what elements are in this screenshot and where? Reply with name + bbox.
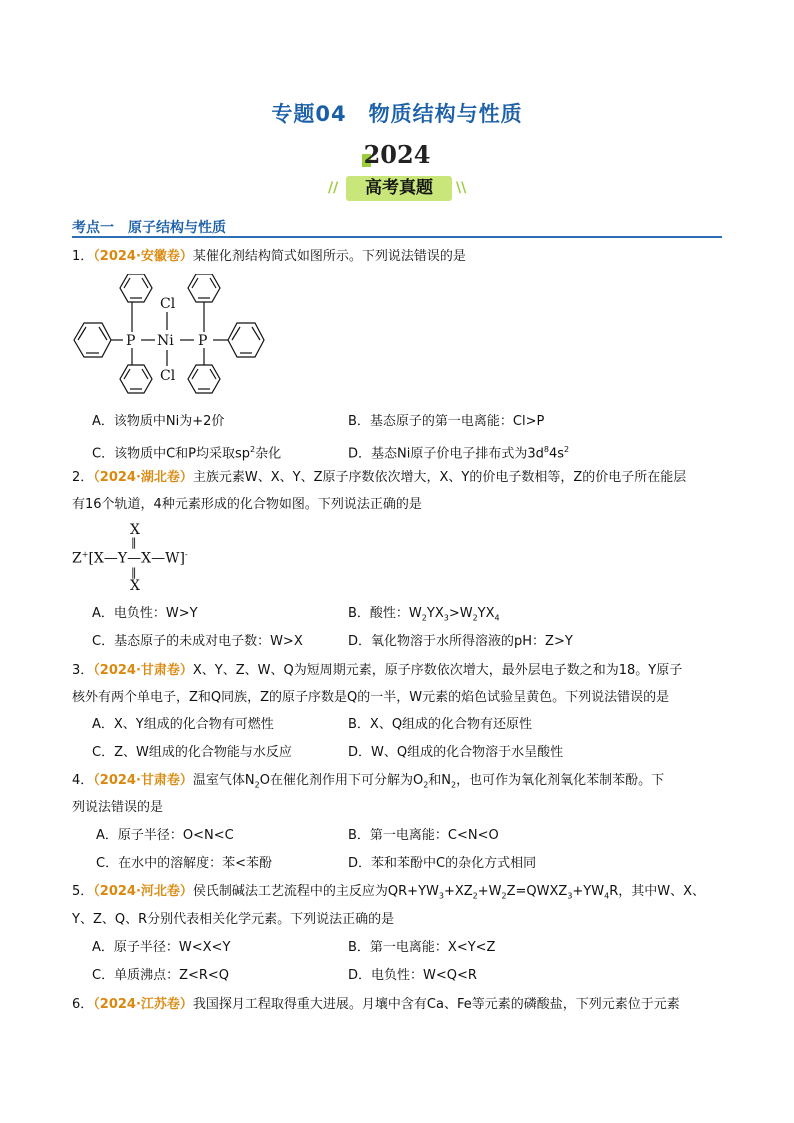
question-2-stem-line-2: 有16个轨道，4种元素形成的化合物如图。下列说法正确的是 — [72, 497, 422, 512]
question-5-option-b[interactable]: B．第一电离能：X<Y<Z — [348, 940, 496, 955]
phenyl-ring-right — [228, 323, 264, 357]
question-4-source: （2024·甘肃卷） — [93, 773, 193, 788]
title-main: 物质结构与性质 — [368, 102, 523, 126]
question-5-stem-line-2: Y、Z、Q、R分别代表相关化学元素。下列说法正确的是 — [72, 912, 395, 927]
section-underline — [72, 236, 722, 238]
question-3-option-d[interactable]: D．W、Q组成的化合物溶于水呈酸性 — [348, 745, 564, 760]
anion-structure: X ‖ Z+[X—Y—X—W]- ‖ X — [72, 522, 188, 594]
question-1-option-d[interactable]: D．基态Ni原子价电子排布式为$3d^84s^2$ — [348, 445, 570, 462]
question-5-option-d[interactable]: D．电负性：W<Q<R — [348, 968, 477, 983]
atom-p-left: P — [126, 333, 136, 349]
question-6-stem: 6．（2024·江苏卷）我国探月工程取得重大进展。月壤中含有Ca、Fe等元素的磷酸盐，下列元素位于元素 — [72, 997, 680, 1012]
question-2-stem-line-1: 2．（2024·湖北卷）主族元素W、X、Y、Z原子序数依次增大，X、Y的价电子数相等，Z的价电子所在能层 — [72, 470, 687, 485]
question-5-source: （2024·河北卷） — [93, 884, 193, 899]
question-3-source: （2024·甘肃卷） — [93, 663, 193, 678]
banner-left-decoration: // — [328, 180, 339, 196]
year-label: 2024 — [363, 140, 431, 169]
question-3-stem-line-1: 3．（2024·甘肃卷）X、Y、Z、W、Q为短周期元素，原子序数依次增大，最外层电子数之和为18。Y原子 — [72, 663, 683, 678]
page-title — [0, 98, 794, 128]
question-3-option-a[interactable]: A．X、Y组成的化合物有可燃性 — [92, 717, 274, 732]
question-4-stem-line-1: 4．（2024·甘肃卷）温室气体$N_2O$在催化剂作用下可分解为$O_2$和$N_2$，也可作为氧化剂氧化苯制苯酚。下 — [72, 773, 665, 790]
question-2-option-d[interactable]: D．氧化物溶于水所得溶液的pH：Z>Y — [348, 634, 573, 649]
question-1-option-c[interactable]: C．该物质中C和P均采取$sp^2$杂化 — [92, 445, 282, 462]
atom-ni: Ni — [157, 333, 174, 349]
question-4-stem-line-2: 列说法错误的是 — [72, 800, 164, 815]
title-topic: 专题04 — [271, 102, 347, 126]
phenyl-ring-left — [74, 323, 111, 357]
question-5-option-a[interactable]: A．原子半径：W<X<Y — [92, 940, 231, 955]
banner-right-decoration: \\ — [456, 180, 467, 196]
question-1-source: （2024·安徽卷） — [93, 249, 193, 264]
question-5-stem-line-1: 5．（2024·河北卷）侯氏制碱法工艺流程中的主反应为$QR+YW_3+XZ_2+W_2Z=QWXZ_3+YW_4R$，其中W、X、 — [72, 884, 705, 901]
question-6-source: （2024·江苏卷） — [93, 997, 193, 1012]
nickel-complex-structure — [68, 274, 278, 394]
question-3-option-b[interactable]: B．X、Q组成的化合物有还原性 — [348, 717, 533, 732]
question-2-option-c[interactable]: C．基态原子的未成对电子数：W>X — [92, 634, 303, 649]
question-2-option-a[interactable]: A．电负性：W>Y — [92, 606, 198, 621]
section-heading: 考点一 原子结构与性质 — [72, 220, 226, 236]
question-4-option-b[interactable]: B．第一电离能：C<N<O — [348, 828, 499, 843]
question-1-stem: 1．（2024·安徽卷）某催化剂结构简式如图所示。下列说法错误的是 — [72, 249, 466, 264]
question-2-option-b[interactable]: B．酸性：$W_2YX_3>W_2YX_4$ — [348, 606, 500, 623]
atom-cl-bottom: Cl — [160, 368, 176, 384]
question-2-source: （2024·湖北卷） — [93, 470, 193, 485]
question-1-option-b[interactable]: B．基态原子的第一电离能：Cl>P — [348, 414, 545, 429]
question-4-option-a[interactable]: A．原子半径：O<N<C — [96, 828, 234, 843]
question-5-option-c[interactable]: C．单质沸点：Z<R<Q — [92, 968, 230, 983]
question-1-option-a[interactable]: A．该物质中Ni为+2价 — [92, 414, 225, 429]
question-3-stem-line-2: 核外有两个单电子，Z和Q同族，Z的原子序数是Q的一半，W元素的焰色试验呈黄色。下列说法错误的是 — [72, 690, 670, 705]
atom-cl-top: Cl — [160, 296, 176, 312]
question-4-option-d[interactable]: D．苯和苯酚中C的杂化方式相同 — [348, 856, 537, 871]
question-3-option-c[interactable]: C．Z、W组成的化合物能与水反应 — [92, 745, 292, 760]
banner-label: 高考真题 — [346, 176, 452, 201]
question-4-option-c[interactable]: C．在水中的溶解度：苯<苯酚 — [96, 856, 272, 871]
atom-p-right: P — [198, 333, 208, 349]
